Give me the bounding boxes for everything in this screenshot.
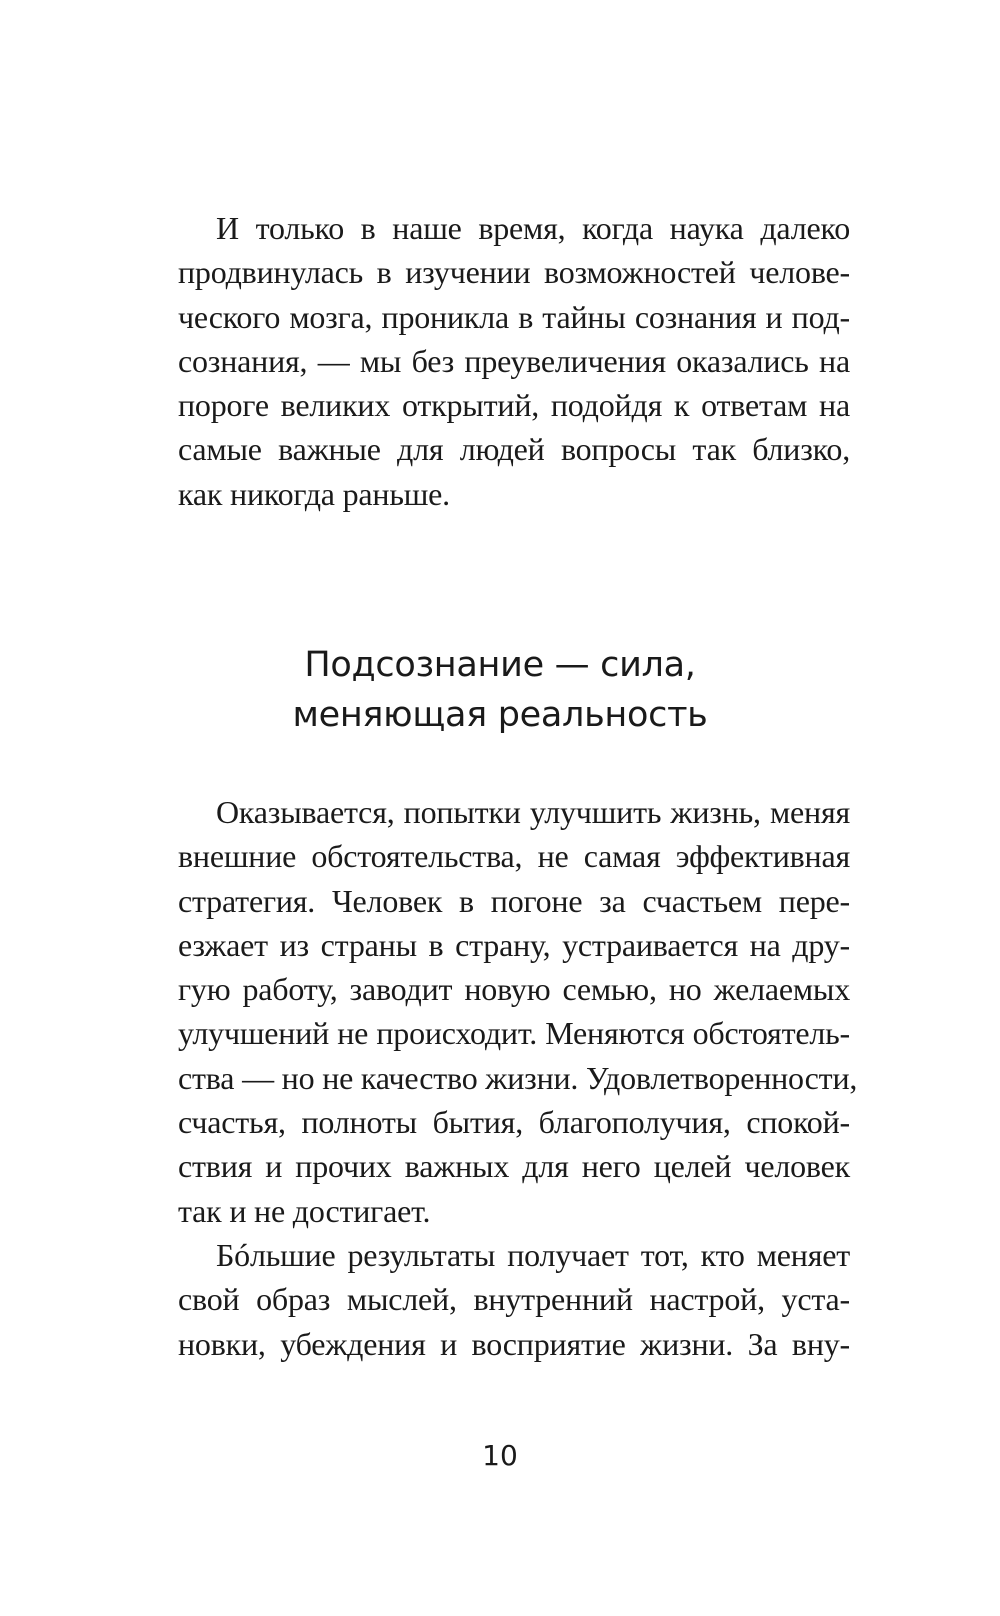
section-heading-line: Подсознание — сила, <box>304 645 696 685</box>
text-line: Бóльшие результаты получает тот, кто меняет <box>216 1236 850 1273</box>
text-line: ческого мозга, проникла в тайны сознания и под- <box>178 298 850 335</box>
section-heading <box>0 640 1000 740</box>
text-line: сознания, — мы без преувеличения оказались на <box>178 342 850 379</box>
text-line: свой образ мыслей, внутренний настрой, уста- <box>178 1281 850 1318</box>
text-line: пороге великих открытий, подойдя к ответам на <box>178 387 850 424</box>
page-number: 10 <box>482 1439 518 1472</box>
text-line: ствия и прочих важных для него целей человек <box>178 1148 850 1185</box>
intro-paragraph <box>178 206 850 516</box>
text-line: так и не достигает. <box>178 1192 431 1229</box>
text-line: ства — но не качество жизни. Удовлетворенности, <box>178 1059 858 1096</box>
text-line: продвинулась в изучении возможностей челове- <box>178 254 850 291</box>
text-line: новки, убеждения и восприятие жизни. За вну- <box>178 1325 850 1362</box>
text-line: Оказывается, попытки улучшить жизнь, меняя <box>216 794 850 830</box>
text-line: счастья, полноты бытия, благополучия, спокой- <box>178 1104 850 1141</box>
text-line: внешние обстоятельства, не самая эффективная <box>178 838 850 875</box>
section-heading-line: меняющая реальность <box>292 695 708 735</box>
text-line: стратегия. Человек в погоне за счастьем пере- <box>178 882 850 919</box>
text-line: И только в наше время, когда наука далеко <box>216 210 850 246</box>
text-line: гую работу, заводит новую семью, но желаемых <box>178 971 850 1008</box>
section-body <box>178 790 858 1366</box>
text-line: езжает из страны в страну, устраивается на дру- <box>178 926 850 963</box>
text-line: самые важные для людей вопросы так близко, <box>178 431 850 468</box>
text-line: как никогда раньше. <box>178 475 450 512</box>
text-line: улучшений не происходит. Меняются обстоятель- <box>178 1015 850 1052</box>
